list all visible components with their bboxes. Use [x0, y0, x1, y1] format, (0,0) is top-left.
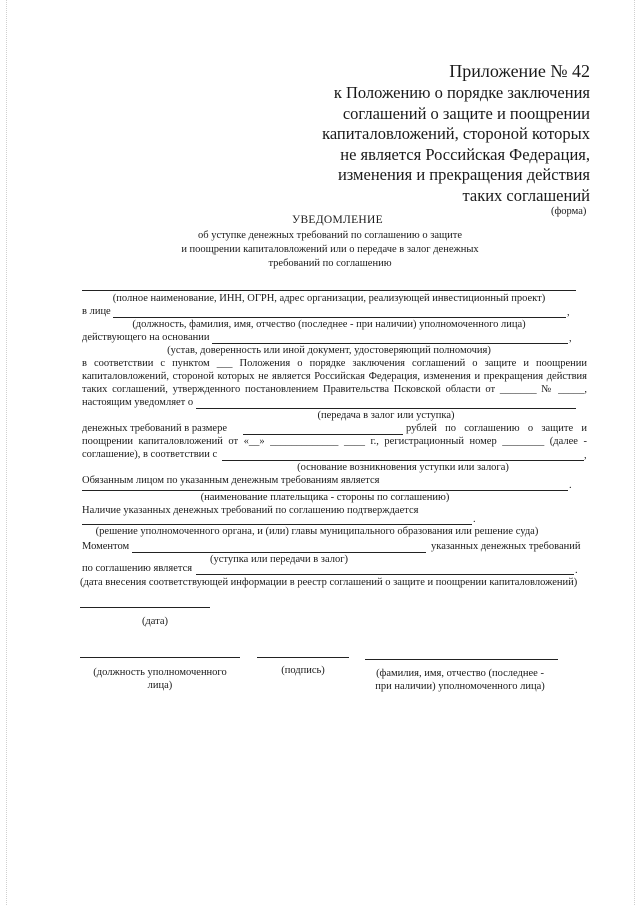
left-scan-edge	[6, 0, 7, 905]
decision-field-caption: (решение уполномоченного органа, и (или) главы муниципального образования или решение суда)	[95, 526, 539, 537]
paragraph-2-start: денежных требований в размере	[82, 423, 227, 434]
position-field-line	[80, 657, 240, 658]
by-agreement-label: по соглашению является	[82, 563, 193, 574]
appendix-line: к Положению о порядке заключения	[333, 83, 590, 102]
appendix-line: капиталовложений, стороной которых	[322, 124, 590, 143]
in-person-label: в лице	[82, 306, 111, 317]
org-field-line	[82, 290, 576, 291]
form-label: (форма)	[551, 206, 587, 217]
right-scan-edge	[634, 0, 635, 905]
paragraph-1-line: капиталовложений, стороной которых не является Российская Федерация, изменения и прекращения действия	[82, 371, 587, 382]
paragraph-2-line: соглашение), в соответствии с	[82, 449, 218, 460]
fio-field-caption: (фамилия, имя, отчество (последнее -	[376, 668, 544, 679]
register-date-field-line	[196, 574, 574, 575]
payer-field-caption: (наименование плательщика - стороны по соглашению)	[200, 492, 450, 503]
person-field-caption: (должность, фамилия, имя, отчество (последнее - при наличии) уполномоченного лица)	[132, 319, 526, 330]
date-field-line	[80, 607, 210, 608]
fio-field-caption: при наличии) уполномоченного лица)	[375, 681, 545, 692]
appendix-line: изменения и прекращения действия	[337, 165, 590, 184]
decision-field-period: .	[473, 514, 476, 525]
sign-field-caption: (подпись)	[281, 665, 325, 676]
moment-tail-label: указанных денежных требований	[431, 541, 581, 552]
basis-field-comma: ,	[569, 333, 572, 344]
notice-subtitle-line: об уступке денежных требований по соглашению о защите	[197, 230, 462, 241]
notice-subtitle-line: требований по соглашению	[268, 258, 392, 269]
moment-label: Моментом	[82, 541, 130, 552]
person-field-comma: ,	[567, 307, 570, 318]
acting-basis-label: действующего на основании	[82, 332, 210, 343]
notifies-label: настоящим уведомляет о	[82, 397, 194, 408]
grounds-field-caption: (основание возникновения уступки или залога)	[297, 462, 509, 473]
moment-field-caption: (уступка или передачи в залог)	[210, 554, 348, 565]
appendix-block	[250, 60, 590, 206]
obligated-label: Обязанным лицом по указанным денежным требованиям является	[82, 475, 380, 486]
register-date-field-caption: (дата внесения соответствующей информации в реестр соглашений о защите и поощрении капиталовложений)	[80, 577, 578, 588]
fio-field-line	[365, 659, 558, 660]
appendix-line: соглашений о защите и поощрении	[342, 103, 590, 123]
position-field-caption: (должность уполномоченного	[93, 667, 227, 678]
paragraph-1-line: в соответствии с пунктом ___ Положения о порядке заключения соглашений о защите и поощрении	[82, 358, 587, 369]
date-field-caption: (дата)	[141, 616, 169, 627]
payer-field-period: .	[569, 480, 572, 491]
paragraph-1-line: таких соглашений, утвержденного постановлением Правительства Псковской области от _______ № _____,	[82, 384, 587, 395]
notice-subtitle-line: и поощрении капиталовложений или о передаче в залог денежных	[181, 244, 479, 255]
paragraph-2-line: поощрении капиталовложений от «__» _____________ ____ г., регистрационный номер ________ (далее -	[82, 436, 587, 447]
org-field-caption: (полное наименование, ИНН, ОГРН, адрес организации, реализующей инвестиционный проект)	[112, 293, 546, 304]
appendix-line: таких соглашений	[462, 185, 590, 205]
sign-field-line	[257, 657, 349, 658]
transfer-field-caption: (передача в залог или уступка)	[317, 410, 455, 421]
register-date-field-period: .	[575, 565, 578, 576]
notice-title: УВЕДОМЛЕНИЕ	[292, 214, 383, 226]
basis-field-caption: (устав, доверенность или иной документ, удостоверяющий полномочия)	[167, 345, 491, 356]
paragraph-2-end: рублей по соглашению о защите и	[406, 423, 587, 434]
appendix-line: не является Российская Федерация,	[340, 144, 590, 164]
appendix-title: Приложение № 42	[449, 61, 590, 81]
presence-label: Наличие указанных денежных требований по соглашению подтверждается	[82, 505, 419, 516]
grounds-field-comma: ,	[584, 450, 587, 461]
position-field-caption: лица)	[147, 680, 173, 691]
